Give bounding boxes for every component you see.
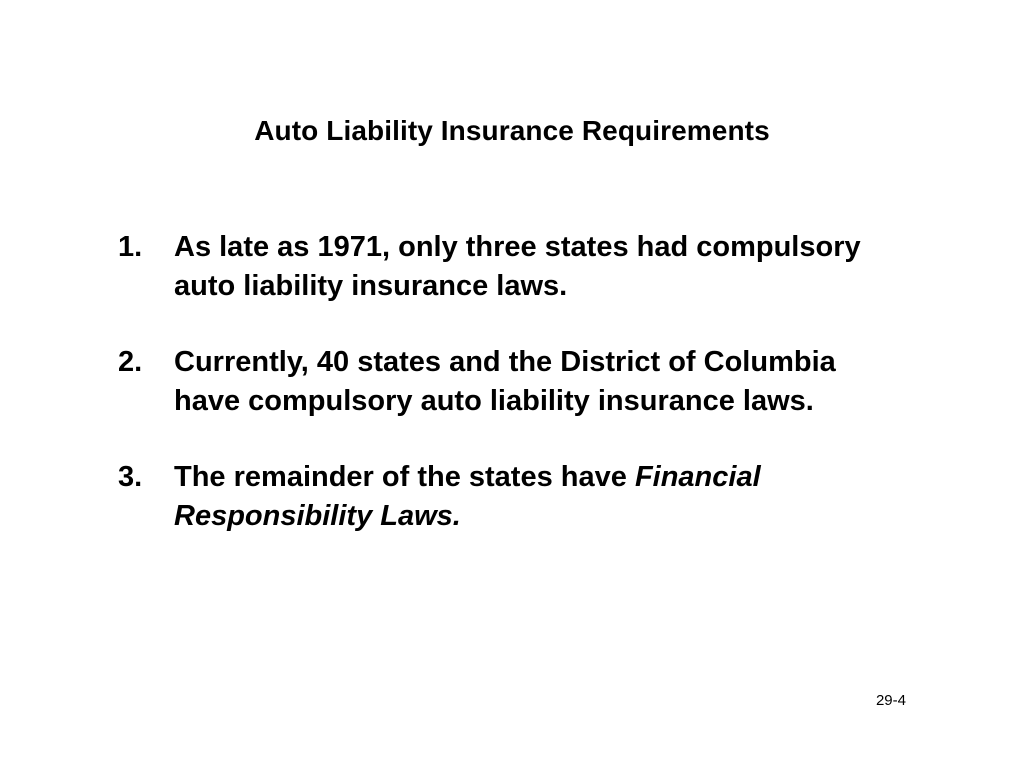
list-item-number: 2. xyxy=(118,346,143,378)
list-item-number: 3. xyxy=(118,461,143,493)
list-item xyxy=(118,228,898,305)
list-item-content xyxy=(174,458,898,535)
list-item-text: As late as 1971, only three states had compulsory auto liability insurance laws. xyxy=(174,231,861,302)
list-item-number: 1. xyxy=(118,231,143,263)
financial-responsibility-emphasis: Financial Responsibility Laws. xyxy=(174,461,761,532)
slide-title: Auto Liability Insurance Requirements xyxy=(254,115,770,146)
requirements-list xyxy=(118,228,898,535)
list-item xyxy=(118,458,898,535)
list-item-text: Currently, 40 states and the District of Columbia have compulsory auto liability insurance laws. xyxy=(174,346,836,417)
list-item xyxy=(118,343,898,420)
list-item-text: The remainder of the states have xyxy=(174,461,635,493)
page-number: 29-4 xyxy=(875,692,906,709)
